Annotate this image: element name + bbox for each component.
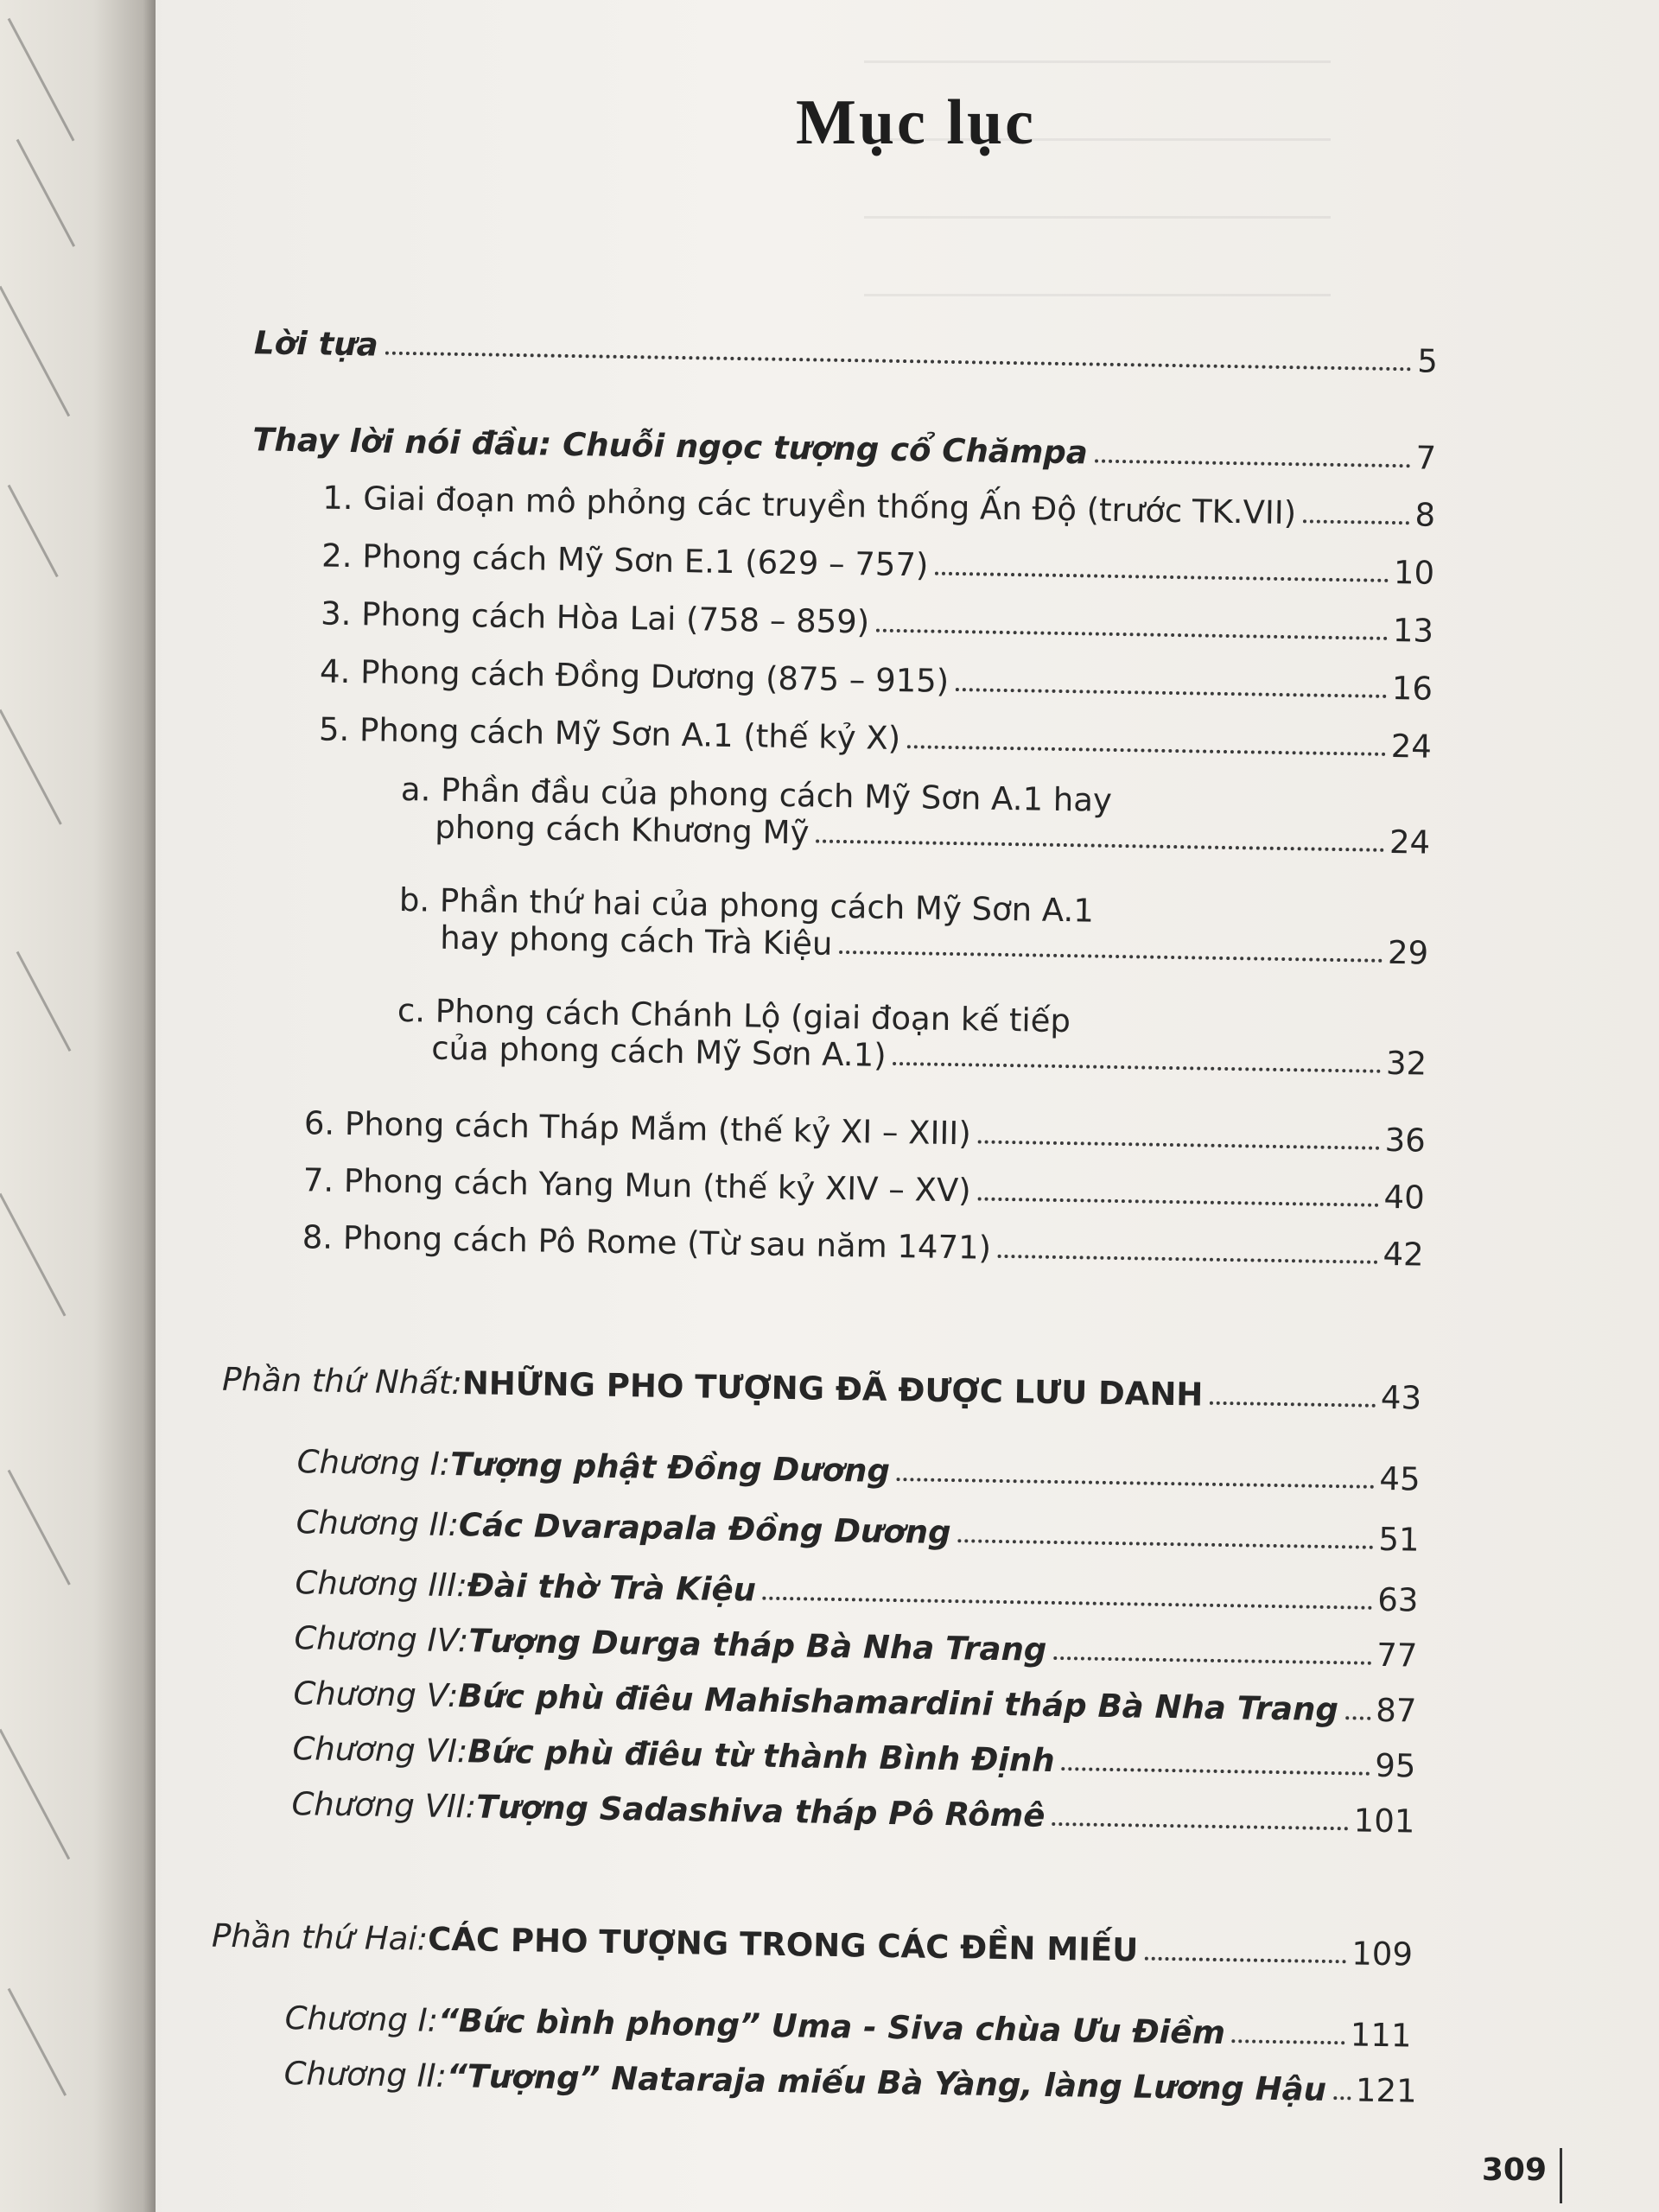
entry-title: 7. Phong cách Yang Mun (thế kỷ XIV – XV) (302, 1161, 972, 1210)
toc-chapter (293, 1675, 1417, 1729)
toc-entry (303, 1161, 1426, 1216)
toc-entry (322, 479, 1436, 533)
toc-chapter (294, 1619, 1418, 1674)
entry-page: 13 (1392, 611, 1434, 650)
chapter-title: Bức phù điêu Mahishamardini tháp Bà Nha Trang (458, 1677, 1339, 1729)
dot-leader (977, 1198, 1378, 1207)
dot-leader (839, 950, 1382, 963)
chapter-title: Tượng Sadashiva tháp Pô Rômê (475, 1788, 1046, 1834)
part-prefix: Phần thứ Nhất: (221, 1360, 463, 1402)
toc-entry (302, 1218, 1425, 1273)
chapter-title: “Bức bình phong” Uma - Siva chùa Ưu Điềm (437, 2001, 1226, 2052)
entry-title: 8. Phong cách Pô Rome (Từ sau năm 1471) (302, 1218, 992, 1267)
entry-page: 63 (1376, 1580, 1419, 1619)
dot-leader (935, 572, 1389, 582)
dot-leader (1095, 460, 1411, 468)
dot-leader (385, 352, 1412, 372)
toc-chapter (284, 1999, 1412, 2054)
entry-page: 45 (1379, 1459, 1421, 1498)
entry-title-continued: hay phong cách Trà Kiệu (439, 918, 833, 963)
entry-title: 2. Phong cách Mỹ Sơn E.1 (629 – 757) (321, 537, 929, 584)
toc-entry (321, 537, 1435, 591)
entry-page: 42 (1382, 1235, 1425, 1274)
dot-leader (893, 1062, 1381, 1073)
part-title: CÁC PHO TƯỢNG TRONG CÁC ĐỀN MIẾU (427, 1920, 1139, 1969)
part-title: NHỮNG PHO TƯỢNG ĐÃ ĐƯỢC LƯU DANH (461, 1364, 1204, 1414)
entry-page: 121 (1355, 2071, 1417, 2110)
chapter-title: Bức phù điêu từ thành Bình Định (467, 1732, 1055, 1779)
dot-leader (763, 1597, 1372, 1610)
toc-chapter (292, 1730, 1416, 1784)
chapter-title: Đài thờ Trà Kiệu (467, 1567, 757, 1609)
chapter-prefix: Chương VII: (291, 1785, 477, 1826)
page-title: Mục lục (796, 87, 1036, 158)
footer-rule (1560, 2148, 1562, 2203)
entry-title: a. Phần đầu của phong cách Mỹ Sơn A.1 hay (400, 770, 1113, 819)
toc-chapter (291, 1785, 1415, 1840)
dot-leader (1232, 2039, 1345, 2044)
entry-title: Lời tựa (253, 324, 378, 364)
entry-title: 3. Phong cách Hòa Lai (758 – 859) (320, 594, 870, 641)
entry-page: 10 (1393, 553, 1435, 592)
entry-title-continued: phong cách Khương Mỹ (434, 808, 810, 852)
chapter-prefix: Chương II: (296, 1503, 460, 1544)
dot-leader (1333, 2096, 1351, 2100)
toc-entry (398, 881, 1429, 972)
dot-leader (956, 688, 1387, 698)
toc-chapter (295, 1564, 1419, 1618)
toc-entry (397, 992, 1427, 1083)
dot-leader (1053, 1656, 1371, 1665)
entry-page: 77 (1376, 1636, 1418, 1675)
entry-page: 101 (1353, 1802, 1415, 1840)
chapter-prefix: Chương IV: (294, 1619, 469, 1660)
entry-page: 8 (1414, 496, 1436, 534)
dot-leader (816, 840, 1384, 852)
dot-leader (978, 1140, 1380, 1149)
entry-page: 16 (1391, 669, 1433, 708)
entry-page: 5 (1417, 342, 1439, 380)
entry-page: 43 (1380, 1378, 1422, 1417)
toc-entry (252, 421, 1437, 477)
dot-leader (1303, 519, 1409, 524)
page-number: 309 (1481, 2152, 1547, 2188)
entry-page: 40 (1383, 1178, 1426, 1217)
toc-chapter (296, 1503, 1420, 1558)
entry-page: 24 (1390, 727, 1433, 766)
chapter-prefix: Chương V: (293, 1675, 459, 1715)
part-prefix: Phần thứ Hai: (211, 1916, 429, 1958)
toc-chapter (296, 1443, 1421, 1497)
dot-leader (1210, 1402, 1376, 1408)
entry-page: 29 (1387, 933, 1429, 972)
dot-leader (1145, 1957, 1346, 1964)
dot-leader (876, 629, 1388, 640)
toc-entry (254, 324, 1439, 380)
entry-title: 4. Phong cách Đồng Dương (875 – 915) (319, 652, 950, 700)
entry-page: 7 (1415, 439, 1437, 477)
entry-page: 111 (1350, 2016, 1412, 2055)
entry-title: b. Phần thứ hai của phong cách Mỹ Sơn A.1 (398, 880, 1095, 930)
chapter-prefix: Chương III: (295, 1564, 468, 1605)
chapter-prefix: Chương I: (284, 1999, 439, 2039)
toc-entry (400, 771, 1431, 861)
dot-leader (907, 745, 1386, 756)
entry-page: 109 (1351, 1935, 1414, 1974)
entry-page: 32 (1385, 1044, 1427, 1083)
entry-title: 5. Phong cách Mỹ Sơn A.1 (thế kỷ X) (318, 710, 901, 758)
dot-leader (957, 1539, 1373, 1549)
entry-page: 95 (1374, 1746, 1416, 1785)
toc-entry (319, 710, 1433, 765)
chapter-prefix: Chương VI: (292, 1730, 468, 1770)
toc-entry (320, 652, 1433, 707)
entry-page: 24 (1389, 823, 1431, 861)
chapter-title: Tượng Durga tháp Bà Nha Trang (467, 1622, 1047, 1669)
toc-part-heading (212, 1917, 1414, 1974)
entry-title: 6. Phong cách Tháp Mắm (thế kỷ XI – XIII) (303, 1104, 972, 1153)
entry-title: 1. Giai đoạn mô phỏng các truyền thống Ấn Độ (trước TK.VII) (321, 479, 1297, 532)
entry-title: Thay lời nói đầu: Chuỗi ngọc tượng cổ Chămpa (251, 421, 1089, 472)
toc-entry (304, 1104, 1427, 1159)
entry-page: 36 (1384, 1121, 1427, 1160)
chapter-title: Tượng phật Đồng Dương (449, 1445, 891, 1490)
chapter-title: Các Dvarapala Đồng Dương (458, 1506, 951, 1552)
dot-leader (998, 1255, 1378, 1264)
chapter-title: “Tượng” Nataraja miếu Bà Yàng, làng Lương Hậu (446, 2056, 1327, 2108)
dot-leader (1061, 1767, 1370, 1776)
toc-entry (321, 594, 1434, 649)
entry-title: c. Phong cách Chánh Lộ (giai đoạn kế tiếp (397, 991, 1071, 1040)
dot-leader (897, 1478, 1375, 1489)
entry-page: 51 (1378, 1520, 1420, 1559)
chapter-prefix: Chương I: (296, 1443, 451, 1483)
toc-chapter (283, 2055, 1417, 2110)
toc-part-heading (222, 1361, 1422, 1417)
dot-leader (1052, 1822, 1348, 1830)
entry-title-continued: của phong cách Mỹ Sơn A.1) (430, 1029, 887, 1074)
chapter-prefix: Chương II: (283, 2055, 448, 2094)
dot-leader (1345, 1716, 1370, 1719)
entry-page: 87 (1375, 1691, 1417, 1730)
